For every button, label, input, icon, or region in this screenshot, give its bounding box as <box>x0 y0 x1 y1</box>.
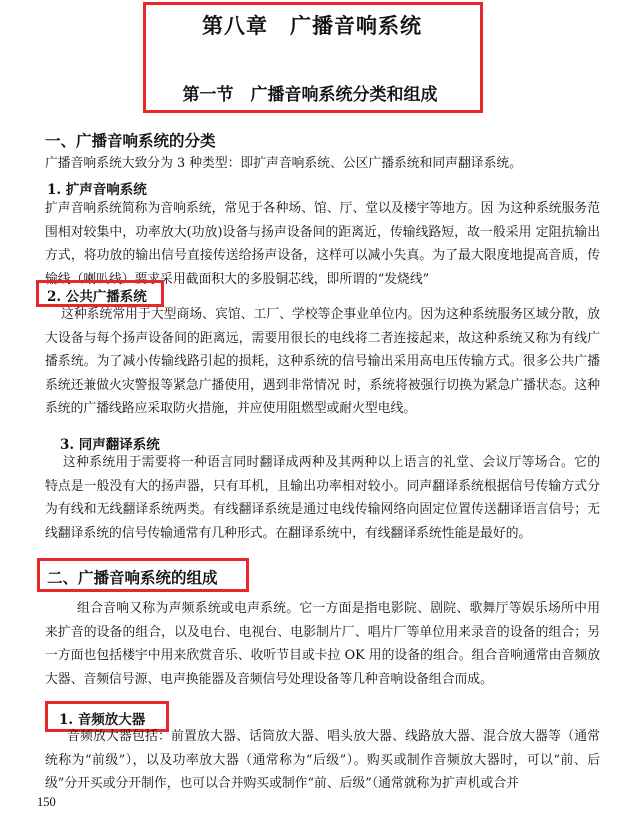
part1-sub3-body: 这种系统用于需要将一种语言同时翻译成两种及其两种以上语言的礼堂、会议厅等场合。它的特点是一般没有大的扬声器，只有耳机，且输出功率相对较小。同声翻译系统根据信号传输方式分为有线和无线翻译系统两类。有线翻译系统是通过电线传输网络向固定位置传送翻译语言信号；无线翻译系统的信号传输通常有几种形式。在翻译系统中，有线翻译系统性能是最好的。 <box>45 455 600 541</box>
page-number: 150 <box>37 795 56 809</box>
part1-sub1-heading: 1. 扩声音响系统 <box>47 182 147 198</box>
part1-sub1-body: 扩声音响系统简称为音响系统，常见于各种场、馆、厅、堂以及楼宇等地方。因 为这种系统服务范围相对较集中，功率放大(功放)设备与扬声设备间的距离近，传输线路短，故一般采用 定阻抗输出方式，将功放的输出信号直接传送给扬声设备，这样可以减小失真。为了最大限度地提高音质，传输线（喇叭线）要求采用截面积大的多股铜芯线，即所谓的“发烧线” <box>45 201 600 287</box>
part2-heading: 二、广播音响系统的组成 <box>47 568 218 587</box>
part2-sub1-body: 音频放大器包括：前置放大器、话筒放大器、唱头放大器、线路放大器、混合放大器等（通常统称为“前级”），以及功率放大器（通常称为“后级”）。购买或制作音频放大器时，可以“前、后级”分开买或分开制作，也可以合并购买或制作“前、后级”（通常就称为扩声机或合并 <box>45 729 600 791</box>
part2-sub1-heading: 1. 音频放大器 <box>59 712 146 728</box>
part1-heading: 一、广播音响系统的分类 <box>45 131 216 150</box>
part1-intro: 广播音响系统大致分为 3 种类型：即扩声音响系统、公区广播系统和同声翻译系统。 <box>45 156 522 171</box>
part1-sub2-body: 这种系统常用于大型商场、宾馆、工厂、学校等企事业单位内。因为这种系统服务区域分散，放大设备与每个扬声设备间的距离远，需要用很长的电线将二者连接起来，故这种系统又称为有线广播系统。为了减小传输线路引起的损耗，这种系统的信号输出采用高电压传输方式。很多公共广播系统还兼做火灾警报等紧急广播使用，遇到非常情况 时，系统将被强行切换为紧急广播状态。这种系统的广播线路应采取防火措施，并应使用阻燃型或耐火型电线。 <box>45 307 600 416</box>
part1-sub2-heading: 2. 公共广播系统 <box>47 289 147 305</box>
part1-sub3-heading: 3. 同声翻译系统 <box>60 437 160 453</box>
part2-intro: 组合音响又称为声频系统或电声系统。它一方面是指电影院、剧院、歌舞厅等娱乐场所中用来扩音的设备的组合，以及电台、电视台、电影制片厂、唱片厂等单位用来录音的设备的组合；另一方面也包括楼宇中用来欣赏音乐、收听节目或卡拉 OK 用的设备的组合。组合音响通常由音频放大器、音频信号源、电声换能器及音频信号处理设备等几种音响设备组合而成。 <box>45 601 600 687</box>
section-title: 第一节 广播音响系统分类和组成 <box>182 85 438 105</box>
chapter-title: 第八章 广播音响系统 <box>202 13 422 38</box>
